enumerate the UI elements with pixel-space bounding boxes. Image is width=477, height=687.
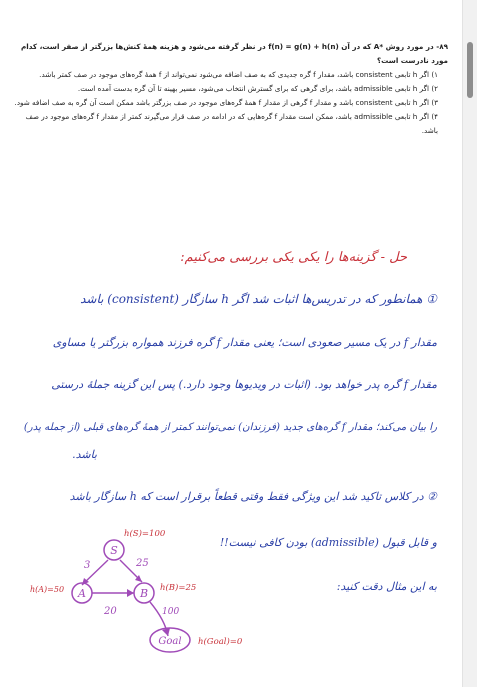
solution-opt2-line-2: و قابل قبول (admissible) بودن کافی نیست!!	[219, 536, 437, 549]
question-block	[8, 40, 448, 138]
option-3	[8, 96, 438, 110]
option-text: اگر h تابعی consistent باشد و مقدار f گرهی از مقدار f همهٔ گره‌های موجود در صف بزرگتر باشد ممکن است آن گره به صف اضافه شود.	[14, 98, 430, 107]
h-goal-label: h(Goal)=0	[198, 637, 243, 647]
scrollbar-thumb[interactable]	[467, 42, 473, 98]
cost-s-a: 3	[84, 560, 91, 571]
example-graph	[0, 520, 260, 680]
option-label: ۴)	[431, 112, 438, 121]
option-1	[8, 68, 438, 82]
solution-opt1-line-3: مقدار f گره پدر خواهد بود. (اثبات در ویدیوها وجود دارد.) پس این گزینه جملهٔ درستی	[51, 378, 437, 391]
option-label: ۳)	[431, 98, 438, 107]
solution-opt1-line-4: را بیان می‌کند؛ مقدار f گره‌های جدید (فرزندان) نمی‌توانند کمتر از همهٔ گره‌های قبلی (از جمله پدر)	[23, 422, 437, 433]
question-number: ۸۹-	[436, 42, 448, 51]
h-b-label: h(B)=25	[160, 583, 197, 593]
arrow-head-icon	[127, 589, 134, 597]
solution-opt2-line-3: به این مثال دقت کنید:	[336, 580, 437, 593]
cost-a-b: 20	[104, 606, 117, 617]
solution-opt1-line-5: باشد.	[72, 448, 97, 461]
scrollbar-track[interactable]	[462, 0, 477, 687]
node-goal-label: Goal	[158, 636, 182, 647]
solution-heading: حل - گزینه‌ها را یکی یکی بررسی می‌کنیم:	[180, 250, 407, 265]
h-a-label: h(A)=50	[30, 585, 65, 594]
h-s-label: h(S)=100	[124, 529, 166, 539]
solution-opt1-line-1: ① همانطور که در تدریس‌ها اثبات شد اگر h سازگار (consistent) باشد	[80, 292, 437, 306]
question-heading	[8, 40, 448, 68]
option-label: ۲)	[431, 84, 438, 93]
option-label: ۱)	[431, 70, 438, 79]
question-text: در مورد روش *A که در آن f(n) = g(n) + h(n) در نظر گرفته می‌شود و هزینه همهٔ کنش‌ها بزرگتر از صفر است، کدام مورد نادرست است؟	[21, 42, 448, 65]
option-text: اگر h تابعی admissible باشد، ممکن است مقدار f گره‌هایی که در ادامه در صف قرار می‌گیرند کمتر از مقدار f گره‌های موجود در صف باشد.	[25, 112, 438, 135]
node-a-label: A	[78, 587, 86, 600]
solution-opt2-line-1: ② در کلاس تاکید شد این ویژگی فقط وقتی قطعاً برقرار است که h سازگار باشد	[69, 490, 437, 503]
cost-s-b: 25	[136, 558, 149, 569]
cost-b-goal: 100	[162, 607, 180, 617]
solution-opt1-line-2: مقدار f در یک مسیر صعودی است؛ یعنی مقدار f گره فرزند همواره بزرگتر یا مساوی	[52, 336, 437, 349]
option-4	[8, 110, 438, 138]
node-b-label: B	[139, 587, 149, 600]
node-s-label: S	[110, 544, 118, 557]
option-text: اگر h تابعی consistent باشد، مقدار f گره جدیدی که به صف اضافه می‌شود نمی‌تواند از f همهٔ گره‌های موجود در صف کمتر باشد.	[39, 70, 430, 79]
option-text: اگر h تابعی admissible باشد، برای گرهی که برای گسترش انتخاب می‌شود، مسیر بهینه تا آن گره بدست آمده است.	[77, 84, 430, 93]
option-2	[8, 82, 438, 96]
